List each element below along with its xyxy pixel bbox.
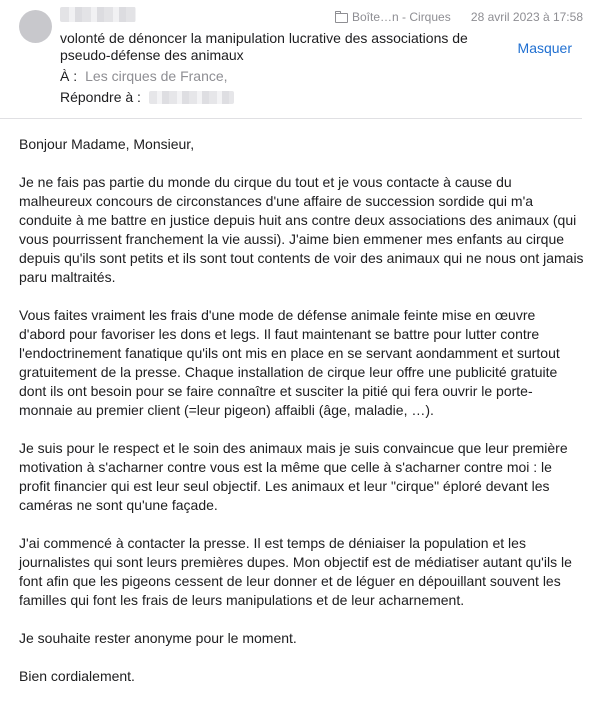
body-paragraph: Je souhaite rester anonyme pour le moment. bbox=[19, 630, 297, 646]
message-header bbox=[0, 0, 600, 118]
to-recipient[interactable]: Les cirques de France, bbox=[85, 68, 228, 84]
reply-to-redacted[interactable] bbox=[149, 91, 234, 104]
sender-avatar[interactable] bbox=[19, 10, 52, 43]
header-divider bbox=[0, 118, 582, 119]
reply-to-row bbox=[60, 89, 234, 105]
message-date: 28 avril 2023 à 17:58 bbox=[470, 10, 583, 24]
closing: Bien cordialement. bbox=[19, 668, 135, 684]
greeting: Bonjour Madame, Monsieur, bbox=[19, 136, 195, 152]
hide-details-button[interactable]: Masquer bbox=[517, 40, 572, 56]
body-paragraph: Vous faites vraiment les frais d'une mode de défense animale feinte mise en œuvre d'abord pour favoriser les dons et legs. Il faut maintenant se battre pour lutter contre l'endoctrinement fanatique qu'ils ont mis en place en se servant aondamment et surtout gratuitement de la presse. Chaque installation de cirque leur offre une publicité gratuite dont ils ont besoin pour se faire connaître et susciter la pitié qui fera ouvrir le porte-monnaie au premier client (=leur pigeon) affaibli (âge, maladie, …). bbox=[19, 307, 560, 418]
reply-to-label: Répondre à : bbox=[60, 89, 141, 105]
sender-name-redacted bbox=[60, 7, 136, 22]
body-paragraph: Je suis pour le respect et le soin des animaux mais je suis convaincue que leur première motivation à s'acharner contre vous est la même que celle à s'acharner contre moi : le profit financier qui est leur seul objectif. Les animaux et leur "cirque" éploré devant les caméras ne sont qu'une façade. bbox=[19, 440, 568, 513]
body-paragraph: J'ai commencé à contacter la presse. Il est temps de déniaiser la population et les journalistes qui sont leurs premières dupes. Mon objectif est de médiatiser autant qu'ils le font afin que les pigeons cessent de leur donner et de léguer en dépouillant souvent les familles qui font les frais de leurs manipulations et de leur acharnement. bbox=[19, 535, 572, 608]
body-paragraph: Je ne fais pas partie du monde du cirque du tout et je vous contacte à cause du malheureux concours de circonstances d'une affaire de succession sordide qui m'a conduite à me battre en justice depuis huit ans contre deux associations des animaux (qui vous pourrissent franchement la vie aussi). J'aime bien emmener mes enfants au cirque depuis qu'ils sont petits et ils sont tout contents de voir des animaux qui ne nous ont jamais paru maltraités. bbox=[19, 174, 584, 285]
to-label: À : bbox=[60, 68, 78, 84]
message-body bbox=[19, 135, 584, 705]
mailbox-location[interactable] bbox=[335, 10, 451, 24]
to-row bbox=[60, 68, 228, 84]
mailbox-label: Boîte…n - Cirques bbox=[352, 10, 451, 24]
message-subject: volonté de dénoncer la manipulation lucrative des associations de pseudo-défense des animaux bbox=[60, 30, 468, 63]
folder-icon bbox=[335, 13, 348, 23]
